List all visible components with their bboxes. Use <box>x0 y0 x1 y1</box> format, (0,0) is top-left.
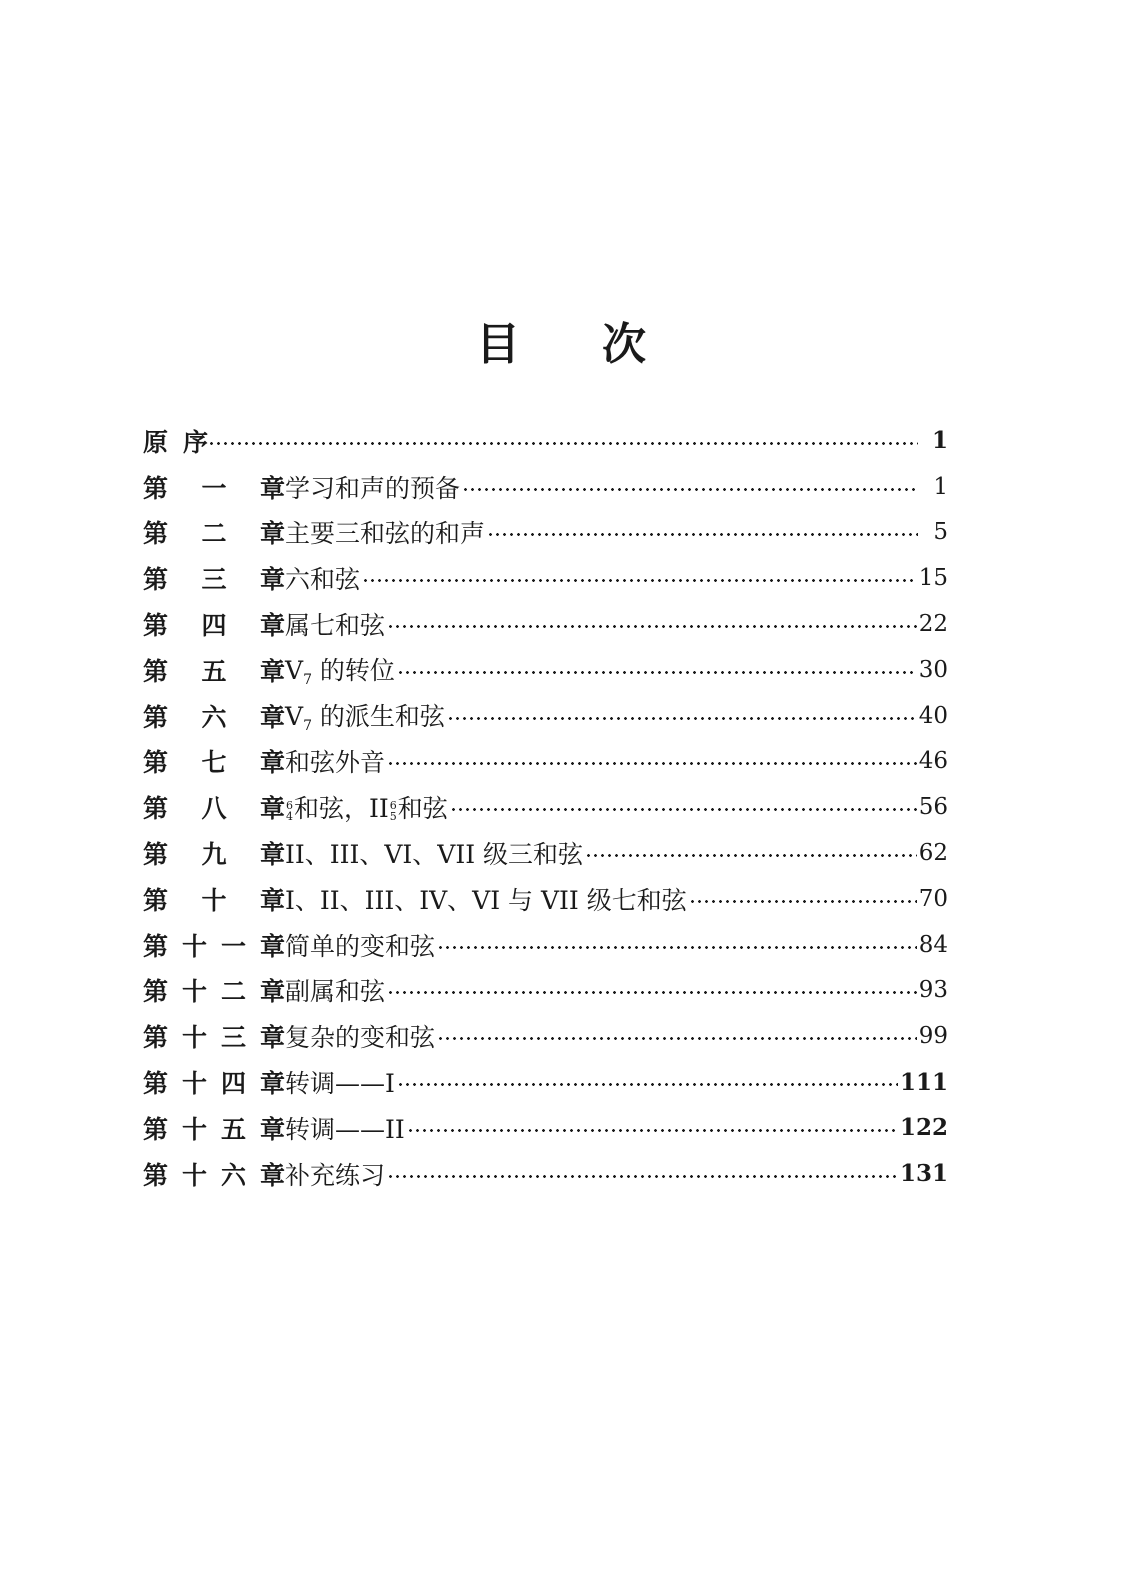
toc-label <box>143 881 285 917</box>
toc-label-char: 章 <box>259 519 285 549</box>
toc-title: 和弦外音 <box>285 748 386 778</box>
dot-leader <box>585 843 917 863</box>
toc-label-char: 十 <box>181 977 207 1007</box>
toc-label-char: 四 <box>220 1069 246 1099</box>
dot-leader <box>437 1026 917 1046</box>
toc-label-char: 第 <box>143 1069 169 1099</box>
toc-page: 56 <box>918 794 948 821</box>
toc-label-char: 第 <box>143 519 169 549</box>
toc-label <box>143 1110 285 1146</box>
toc-page: 131 <box>899 1160 948 1188</box>
toc-page: 15 <box>918 565 948 592</box>
toc-label-char: 十 <box>181 931 207 961</box>
toc-label-char: 章 <box>259 794 285 824</box>
toc-label-char: 序 <box>182 427 208 457</box>
toc-page: 1 <box>931 427 948 455</box>
toc-label-char: 六 <box>220 1160 246 1190</box>
toc-label-char: 章 <box>259 748 285 778</box>
dot-leader <box>447 706 917 726</box>
toc-row-ch15[interactable] <box>143 1105 948 1151</box>
toc-label-char: 第 <box>143 611 169 641</box>
toc-row-ch1[interactable] <box>143 464 948 510</box>
toc-page: 93 <box>918 977 948 1004</box>
toc-label-char: 第 <box>143 885 169 915</box>
toc-title <box>285 651 397 688</box>
toc-label-char: 五 <box>220 1114 246 1144</box>
toc-row-ch6[interactable] <box>143 693 948 739</box>
dot-leader <box>208 431 918 451</box>
toc-title: 补充练习 <box>285 1160 386 1190</box>
toc-label-char: 章 <box>259 1114 285 1144</box>
toc-label-char: 第 <box>143 931 169 961</box>
toc-row-ch13[interactable] <box>143 1013 948 1059</box>
toc-title: 复杂的变和弦 <box>285 1023 436 1053</box>
toc-title-figure-6-4 <box>286 800 293 822</box>
toc-label <box>143 789 285 825</box>
toc-title-symbol: V <box>285 656 304 686</box>
toc-label-char: 原 <box>143 427 169 457</box>
dot-leader <box>387 614 917 634</box>
toc-label-char: 第 <box>143 1023 169 1053</box>
toc-label-char: 第 <box>143 656 169 686</box>
toc-label-char: 第 <box>143 977 169 1007</box>
toc-title-text-end: 和弦 <box>397 794 448 824</box>
toc-title-text: 的派生和弦 <box>311 702 445 732</box>
toc-label-char: 第 <box>143 794 169 824</box>
toc-label-char: 五 <box>201 656 227 686</box>
toc-label <box>143 835 285 871</box>
toc-row-ch5[interactable] <box>143 647 948 693</box>
dot-leader <box>462 477 918 497</box>
toc-row-ch4[interactable] <box>143 601 948 647</box>
toc-label-char: 八 <box>201 794 227 824</box>
toc-label-char: 一 <box>201 473 227 503</box>
toc-page: 46 <box>918 748 948 775</box>
toc-label-char: 三 <box>201 565 227 595</box>
dot-leader <box>387 751 917 771</box>
toc-title <box>285 789 450 825</box>
toc-page: 111 <box>899 1068 948 1096</box>
toc-label-char: 第 <box>143 473 169 503</box>
toc-label-char: 第 <box>143 1114 169 1144</box>
toc-row-ch16[interactable] <box>143 1151 948 1197</box>
toc-label-char: 二 <box>220 977 246 1007</box>
toc-row-ch9[interactable] <box>143 830 948 876</box>
toc-label <box>143 560 285 596</box>
toc-page: 62 <box>918 840 948 867</box>
toc-label-char: 章 <box>259 656 285 686</box>
toc-label-char: 二 <box>201 519 227 549</box>
toc-label-char: 章 <box>259 565 285 595</box>
dot-leader <box>407 1118 898 1138</box>
toc-title: 副属和弦 <box>285 977 386 1007</box>
toc-page: 30 <box>918 656 948 683</box>
toc-label <box>143 469 285 505</box>
toc-row-preface[interactable] <box>143 418 948 464</box>
toc-label <box>143 1018 285 1054</box>
toc-label-char: 一 <box>220 931 246 961</box>
toc-label-char: 七 <box>201 748 227 778</box>
toc-label <box>143 698 285 734</box>
toc-label-char: 十 <box>181 1114 207 1144</box>
toc-row-ch8[interactable] <box>143 784 948 830</box>
toc-page: 70 <box>918 885 948 912</box>
toc-title-subscript: 7 <box>303 672 312 689</box>
toc-title: 六和弦 <box>285 565 361 595</box>
toc-label <box>143 1156 285 1192</box>
toc-label <box>143 972 285 1008</box>
toc-title: 主要三和弦的和声 <box>285 519 486 549</box>
toc-row-ch7[interactable] <box>143 739 948 785</box>
toc-label-char: 章 <box>259 1023 285 1053</box>
toc-title: 转调——II <box>285 1114 405 1144</box>
toc-label-char: 章 <box>259 473 285 503</box>
toc-label-char: 第 <box>143 840 169 870</box>
toc-label-char: 章 <box>259 702 285 732</box>
toc-label-char: 十 <box>181 1069 207 1099</box>
toc-title-figure-6-5 <box>390 800 397 822</box>
dot-leader <box>689 889 917 909</box>
toc-label <box>143 652 285 688</box>
frac-bottom: 5 <box>389 809 397 823</box>
toc-row-ch11[interactable] <box>143 922 948 968</box>
dot-leader <box>450 797 917 817</box>
toc-title: 简单的变和弦 <box>285 931 436 961</box>
toc-page: 84 <box>918 931 948 958</box>
toc-label-char: 章 <box>259 1069 285 1099</box>
toc-row-ch3[interactable] <box>143 555 948 601</box>
toc-title: 属七和弦 <box>285 611 386 641</box>
toc-label <box>143 927 285 963</box>
toc-page: 40 <box>918 702 948 729</box>
dot-leader <box>487 522 918 542</box>
toc-label-char: 章 <box>259 611 285 641</box>
page-title <box>0 308 1122 372</box>
toc-label <box>143 423 208 459</box>
toc-label-char: 十 <box>181 1160 207 1190</box>
toc-label-char: 章 <box>259 977 285 1007</box>
toc-label-char: 章 <box>259 1160 285 1190</box>
dot-leader <box>397 1072 898 1092</box>
toc-title <box>285 697 447 734</box>
toc-label-char: 九 <box>201 840 227 870</box>
toc-row-ch2[interactable] <box>143 510 948 556</box>
toc-title-subscript: 7 <box>303 718 312 735</box>
table-of-contents <box>143 418 948 1197</box>
toc-label-char: 三 <box>220 1023 246 1053</box>
title-char-1: 目 <box>476 319 520 370</box>
toc-page: 22 <box>918 611 948 638</box>
toc-title: II、III、VI、VII 级三和弦 <box>285 840 584 870</box>
toc-label-char: 十 <box>201 885 227 915</box>
toc-label-char: 第 <box>143 748 169 778</box>
toc-label-char: 第 <box>143 702 169 732</box>
toc-title: I、II、III、IV、VI 与 VII 级七和弦 <box>285 885 687 915</box>
title-char-2: 次 <box>602 319 646 370</box>
toc-label-char: 十 <box>181 1023 207 1053</box>
toc-label-char: 四 <box>201 611 227 641</box>
toc-row-ch14[interactable] <box>143 1059 948 1105</box>
toc-label <box>143 1064 285 1100</box>
toc-label <box>143 514 285 550</box>
dot-leader <box>387 1164 898 1184</box>
toc-page: 122 <box>899 1114 948 1142</box>
dot-leader <box>437 935 917 955</box>
toc-page: 1 <box>933 473 948 500</box>
frac-top: 6 <box>286 798 293 812</box>
toc-row-ch12[interactable] <box>143 968 948 1014</box>
toc-label-char: 章 <box>259 931 285 961</box>
toc-title-text: 的转位 <box>311 656 395 686</box>
toc-title: 学习和声的预备 <box>285 473 461 503</box>
dot-leader <box>397 660 917 680</box>
toc-row-ch10[interactable] <box>143 876 948 922</box>
frac-bottom: 4 <box>286 809 293 823</box>
toc-label-char: 章 <box>259 885 285 915</box>
toc-title-text: 和弦，II <box>294 794 389 824</box>
dot-leader <box>362 568 917 588</box>
toc-label-char: 六 <box>201 702 227 732</box>
toc-page: 99 <box>918 1023 948 1050</box>
toc-label <box>143 743 285 779</box>
toc-page: 5 <box>933 519 948 546</box>
toc-title: 转调——I <box>285 1069 395 1099</box>
toc-label-char: 第 <box>143 565 169 595</box>
frac-top: 6 <box>389 798 397 812</box>
toc-label-char: 章 <box>259 840 285 870</box>
dot-leader <box>387 980 917 1000</box>
toc-label <box>143 606 285 642</box>
toc-title-symbol: V <box>285 702 304 732</box>
toc-label-char: 第 <box>143 1160 169 1190</box>
